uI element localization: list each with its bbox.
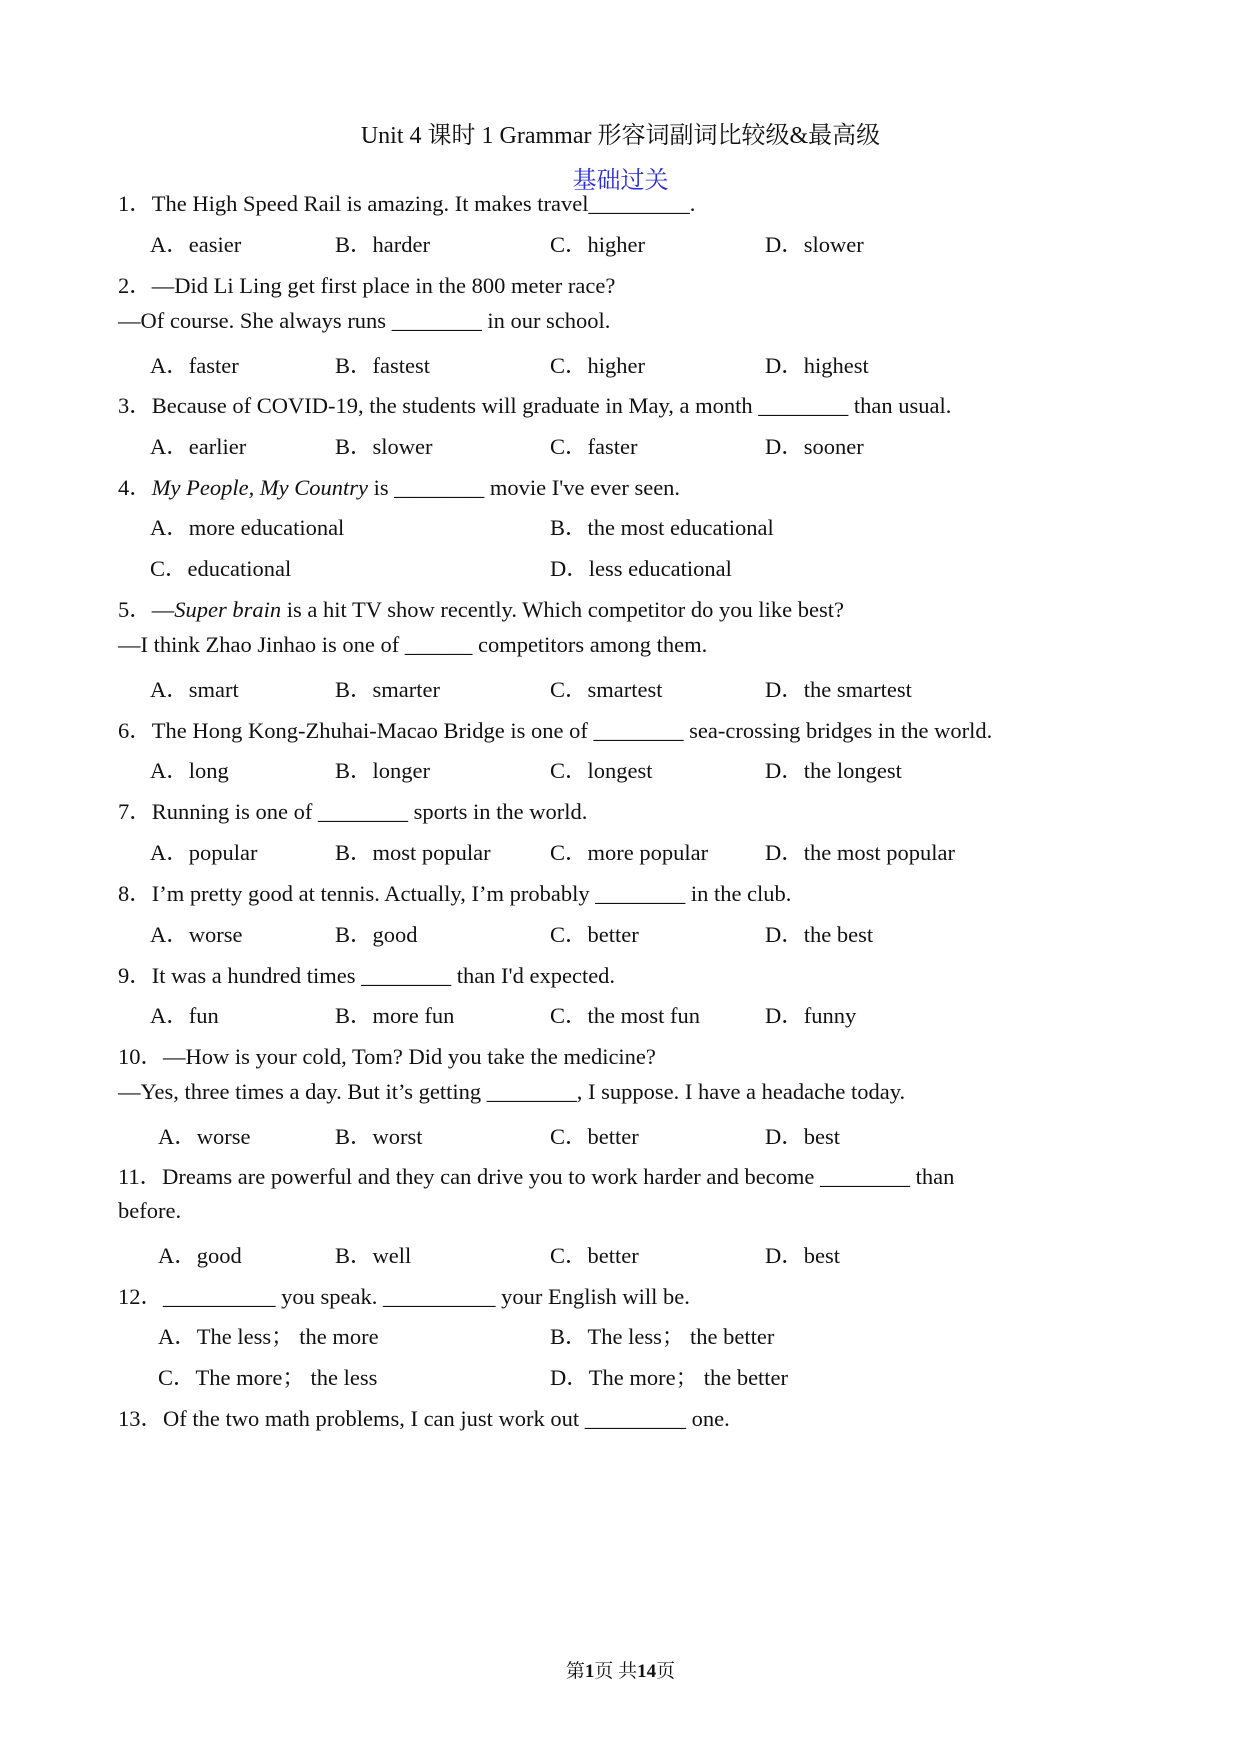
option-5b: B．smarter	[335, 677, 440, 702]
option-7b: B．most popular	[335, 840, 491, 865]
option-6d: D．the longest	[765, 758, 902, 783]
current-page-number: 1	[584, 1661, 595, 1682]
total-pages-number: 14	[637, 1661, 657, 1682]
option-10a: A．worse	[158, 1124, 251, 1149]
footer-suffix: 页	[656, 1661, 676, 1682]
option-12d: D．The more； the better	[550, 1365, 789, 1390]
option-5a: A．smart	[150, 677, 239, 702]
option-11d: D．best	[765, 1243, 840, 1268]
option-10c: C．better	[550, 1124, 639, 1149]
option-1d: D．slower	[765, 232, 864, 257]
question-12: 12．__________ you speak. __________ your English will be.	[118, 1284, 690, 1309]
option-6a: A．long	[150, 758, 229, 783]
question-5	[118, 592, 844, 624]
question-5-reply: —I think Zhao Jinhao is one of ______ competitors among them.	[118, 632, 708, 657]
question-5-number: 5．—	[118, 597, 175, 622]
question-9: 9．It was a hundred times ________ than I'd expected.	[118, 963, 616, 988]
option-3c: C．faster	[550, 434, 638, 459]
option-5c: C．smartest	[550, 677, 663, 702]
option-2a: A．faster	[150, 353, 239, 378]
option-9c: C．the most fun	[550, 1003, 700, 1028]
section-heading: 基础过关	[572, 168, 669, 194]
option-12b: B．The less； the better	[550, 1324, 775, 1349]
movie-title: My People, My Country	[151, 475, 368, 500]
option-4a: A．more educational	[150, 515, 345, 540]
option-1a: A．easier	[150, 232, 242, 257]
question-1: 1．The High Speed Rail is amazing. It makes travel_________.	[118, 191, 696, 216]
option-11a: A．good	[158, 1243, 242, 1268]
question-10-reply: —Yes, three times a day. But it’s getting ________, I suppose. I have a headache today.	[118, 1079, 906, 1104]
option-4d: D．less educational	[550, 556, 732, 581]
option-8c: C．better	[550, 922, 639, 947]
option-3a: A．earlier	[150, 434, 247, 459]
question-11-continued: before.	[118, 1198, 182, 1223]
option-3b: B．slower	[335, 434, 433, 459]
option-2d: D．highest	[765, 353, 869, 378]
question-7: 7．Running is one of ________ sports in the world.	[118, 799, 588, 824]
option-8a: A．worse	[150, 922, 243, 947]
option-2b: B．fastest	[335, 353, 430, 378]
question-2-reply: —Of course. She always runs ________ in our school.	[118, 308, 611, 333]
option-6b: B．longer	[335, 758, 430, 783]
footer-prefix: 第	[565, 1661, 585, 1682]
option-4c: C．educational	[150, 556, 292, 581]
question-10: 10．—How is your cold, Tom? Did you take the medicine?	[118, 1044, 656, 1069]
option-5d: D．the smartest	[765, 677, 912, 702]
question-11: 11．Dreams are powerful and they can drive you to work harder and become ________ than	[118, 1164, 955, 1189]
page-title: Unit 4 课时 1 Grammar 形容词副词比较级&最高级	[360, 123, 881, 149]
option-9d: D．funny	[765, 1003, 857, 1028]
option-8d: D．the best	[765, 922, 874, 947]
footer-middle: 页 共	[594, 1661, 638, 1682]
option-10d: D．best	[765, 1124, 840, 1149]
question-5-text: is a hit TV show recently. Which competitor do you like best?	[281, 597, 844, 622]
option-7c: C．more popular	[550, 840, 709, 865]
show-title: Super brain	[174, 597, 282, 622]
question-13: 13．Of the two math problems, I can just work out _________ one.	[118, 1406, 730, 1431]
page-footer	[0, 1656, 1241, 1683]
option-7d: D．the most popular	[765, 840, 955, 865]
option-1b: B．harder	[335, 232, 430, 257]
question-4-text: is ________ movie I've ever seen.	[367, 475, 681, 500]
option-4b: B．the most educational	[550, 515, 774, 540]
option-9a: A．fun	[150, 1003, 219, 1028]
option-11b: B．well	[335, 1243, 412, 1268]
option-1c: C．higher	[550, 232, 645, 257]
question-6: 6．The Hong Kong-Zhuhai-Macao Bridge is one of ________ sea-crossing bridges in the world.	[118, 718, 993, 743]
option-6c: C．longest	[550, 758, 653, 783]
option-7a: A．popular	[150, 840, 258, 865]
question-4	[118, 470, 680, 502]
option-12c: C．The more； the less	[158, 1365, 378, 1390]
option-10b: B．worst	[335, 1124, 423, 1149]
option-8b: B．good	[335, 922, 418, 947]
question-3: 3．Because of COVID-19, the students will graduate in May, a month ________ than usual.	[118, 393, 952, 418]
question-2: 2．—Did Li Ling get first place in the 800 meter race?	[118, 273, 616, 298]
option-12a: A．The less； the more	[158, 1324, 379, 1349]
option-11c: C．better	[550, 1243, 639, 1268]
option-9b: B．more fun	[335, 1003, 455, 1028]
question-8: 8．I’m pretty good at tennis. Actually, I’m probably ________ in the club.	[118, 881, 792, 906]
option-3d: D．sooner	[765, 434, 864, 459]
option-2c: C．higher	[550, 353, 645, 378]
question-4-number: 4．	[118, 475, 152, 500]
